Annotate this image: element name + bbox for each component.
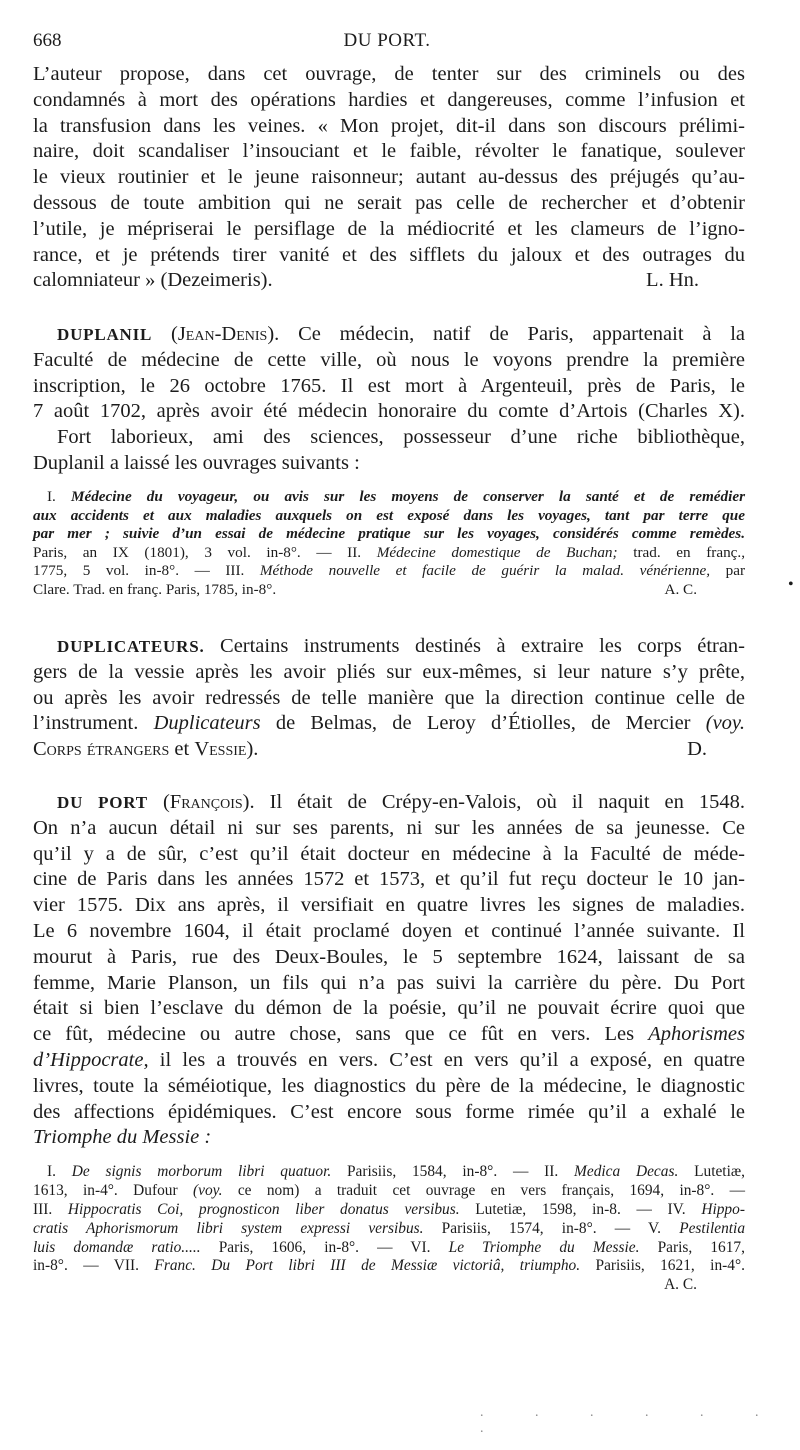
headword: DUPLANIL — [57, 325, 153, 344]
duplanil-works — [33, 488, 745, 600]
work-title: Pestilentia — [679, 1219, 746, 1237]
text-line: était si bien l’esclave du démon de la poésie, qu’il ne pouvait écrire quoi que — [33, 997, 745, 1020]
work-title: Méthode nouvelle et facile de guérir la malad. vénérienne, — [259, 562, 711, 580]
entry-duplicateurs — [33, 634, 745, 763]
text-line: des affections épidémiques. C’est encore sous forme rimée qu’il a exhalé le — [33, 1100, 745, 1123]
work-title: Franc. Du Port libri III de Messiæ victoriâ, triumpho. — [154, 1257, 581, 1275]
cross-reference: (voy. — [192, 1181, 223, 1199]
headword: DUPLICATEURS. — [57, 637, 205, 656]
text-line: On n’a aucun détail ni sur ses parents, ni sur les années de sa jeunesse. Ce — [33, 816, 745, 839]
text-line: dessous de toute ambition qui ne serait pas celle de rechercher et d’obtenir — [33, 191, 745, 214]
work-text: Parisiis, 1621, in-4°. — [595, 1257, 745, 1275]
text-line: l’utile, je mépriserai le persiflage de la médiocrité et les clameurs de l’igno- — [33, 217, 745, 240]
work-title: De signis morborum libri quatuor. — [71, 1163, 332, 1180]
italic-term: Aphorismes — [648, 1023, 745, 1046]
text-line: ou après les avoir redressés de telle manière que la direction continue celle de — [33, 686, 745, 709]
margin-dot: • — [788, 576, 794, 593]
forename: (Jean-Denis). — [171, 323, 280, 345]
text-fragment: il les a trouvés en vers. C’est en vers qu’il a exposé, en quatre — [159, 1048, 746, 1071]
work-text: Parisiis, 1584, in-8°. — II. — [347, 1163, 559, 1180]
works-line: aux accidents et aux maladies auxquels on est exposé dans les voyages, tant par terre que — [33, 506, 745, 524]
entry-first-line — [33, 322, 745, 348]
text-line: inscription, le 26 octobre 1765. Il est mort à Argenteuil, près de Paris, le — [33, 374, 745, 397]
cross-reference: Corps étrangers — [33, 738, 170, 761]
works-line — [33, 1201, 745, 1220]
works-line — [33, 1163, 745, 1182]
text-line — [33, 1048, 745, 1074]
works-line: par mer ; suivie d’un essai de médecine pratique sur les voyages, considérés comme remèdes. — [33, 525, 745, 543]
intro-paragraph — [33, 62, 745, 294]
entry-duplanil — [33, 322, 745, 477]
headword: DU PORT — [57, 793, 148, 812]
work-text: Clare. Trad. en franç. Paris, 1785, in-8°. — [33, 580, 277, 598]
work-text: Parisiis, 1574, in-8°. — V. — [441, 1219, 662, 1237]
text-line: Fort laborieux, ami des sciences, possesseur d’une riche bibliothèque, — [57, 426, 745, 449]
works-line — [33, 488, 745, 507]
work-text: trad. en franç., — [633, 543, 746, 561]
text-line: la transfusion dans les veines. « Mon projet, dit-il dans son discours prélimi- — [33, 114, 745, 137]
text-line: femme, Marie Planson, un fils qui n’a pas suivi la carrière du père. Du Port — [33, 971, 745, 994]
author-signature: A. C. — [664, 580, 697, 598]
text-fragment: ce fût, médecine ou autre chose, sans que ce fût en vers. Les — [33, 1023, 635, 1046]
text-line — [33, 737, 745, 763]
text-line: Triomphe du Messie : — [33, 1126, 212, 1149]
text-line: gers de la vessie après les avoir pliés sur eux-mêmes, si leur nature s’y prête, — [33, 660, 745, 683]
text-line: naire, doit scandaliser l’insouciant et le faible, révolter le fanatique, soulever — [33, 140, 745, 163]
text-line: le vieux routinier et le jeune raisonneur; autant au-dessus des préjugés qu’au- — [33, 166, 745, 189]
text-line: 7 août 1702, après avoir été médecin honoraire du comte d’Artois (Charles X). — [33, 400, 745, 423]
text-line — [33, 268, 745, 294]
text-line: mourut à Paris, rue des Deux-Boules, le 5 septembre 1624, laissant de sa — [33, 945, 745, 968]
author-signature: A. C. — [664, 1276, 697, 1294]
work-text: 1775, 5 vol. in-8°. — III. — [33, 562, 245, 580]
first-line-rest: Il était de Crépy-en-Valois, où il naquit en 1548. — [269, 791, 746, 813]
entry-duport — [33, 790, 745, 1151]
text-line: vier 1575. Dix ans après, il versifiait en quatre livres les signes de maladies. — [33, 894, 745, 917]
forename: (François). — [162, 791, 255, 813]
works-line — [33, 1276, 745, 1295]
work-title: luis domandæ ratio..... — [33, 1238, 201, 1256]
author-signature: D. — [687, 738, 707, 761]
italic-term: Duplicateurs — [153, 712, 261, 735]
running-title: DU PORT. — [343, 30, 431, 51]
text-fragment: l’instrument. — [33, 712, 139, 735]
first-line-rest: Ce médecin, natif de Paris, appartenait à la — [298, 323, 746, 345]
text-line: livres, toute la séméiotique, les diagnostics du père de la médecine, le diagnostic — [33, 1074, 745, 1097]
work-text: Paris, an IX (1801), 3 vol. in-8°. — II. — [33, 543, 362, 561]
work-text: III. — [33, 1200, 53, 1218]
italic-term: d’Hippocrate, — [33, 1048, 149, 1071]
work-title: Médecine domestique de Buchan; — [376, 543, 618, 561]
work-text: par — [725, 562, 746, 580]
text-line: Duplanil a laissé les ouvrages suivants : — [33, 451, 360, 474]
cross-reference: Vessie — [194, 738, 247, 761]
entry-first-line — [33, 634, 745, 660]
works-line — [33, 544, 745, 563]
works-line — [33, 1257, 745, 1276]
work-text: ce nom) a traduit cet ouvrage en vers français, 1694, in-8°. — — [237, 1181, 746, 1199]
work-number: I. — [47, 488, 56, 505]
text-fragment: de Belmas, de Leroy d’Étiolles, de Mercier — [275, 712, 691, 735]
text-line: cine de Paris dans les années 1572 et 1573, et qu’il fut reçu docteur le 10 jan- — [33, 868, 745, 891]
works-line — [33, 562, 745, 581]
text-fragment: ). — [246, 738, 259, 761]
work-title: Hippo- — [701, 1200, 745, 1218]
page-header — [33, 30, 741, 56]
work-title: cratis Aphorismorum libri system expressi versibus. — [33, 1219, 424, 1237]
author-signature: L. Hn. — [646, 269, 699, 292]
text-line: Le 6 novembre 1604, il était proclamé doyen et continué l’année suivante. Il — [33, 919, 745, 942]
work-text: Paris, 1606, in-8°. — VI. — [218, 1238, 431, 1256]
work-title: Hippocratis Coi, prognosticon liber donatus versibus. — [67, 1200, 460, 1218]
duport-works — [33, 1163, 745, 1295]
text-line — [33, 1022, 745, 1048]
work-number: I. — [47, 1163, 56, 1180]
bottom-dots: . . . . . . . — [480, 1405, 783, 1436]
works-line — [33, 1182, 745, 1201]
intro-last-text: calomniateur » (Dezeimeris). — [33, 269, 273, 292]
work-title: Le Triomphe du Messie. — [448, 1238, 640, 1256]
works-line — [33, 1220, 745, 1239]
entry-first-line — [33, 790, 745, 816]
works-line — [33, 581, 745, 600]
work-text: Lutetiæ, — [694, 1163, 745, 1180]
work-title: Medica Decas. — [574, 1163, 679, 1180]
work-title: Médecine du voyageur, ou avis sur les moyens de conserver la santé et de remédier — [70, 488, 745, 505]
first-line-rest: Certains instruments destinés à extraire les corps étran- — [220, 635, 746, 657]
cross-reference: (voy. — [705, 712, 746, 735]
works-line — [33, 1239, 745, 1258]
text-line — [33, 711, 745, 737]
text-fragment: et — [174, 738, 190, 761]
text-line: L’auteur propose, dans cet ouvrage, de tenter sur des criminels ou des — [33, 63, 745, 85]
work-text: in-8°. — VII. — [33, 1257, 139, 1275]
text-line: Faculté de médecine de cette ville, où nous le voyons prendre la première — [33, 348, 745, 371]
work-text: 1613, in-4°. Dufour — [33, 1181, 178, 1199]
work-text: Paris, 1617, — [657, 1238, 745, 1256]
text-line: condamnés à mort des opérations hardies et dangereuses, comme l’infusion et — [33, 88, 745, 111]
text-line: rance, et je prétends tirer vanité et des sifflets du jaloux et des outrages du — [33, 243, 745, 266]
page-number: 668 — [33, 30, 62, 51]
text-line: qu’il y a de sûr, c’est qu’il était docteur en médecine à la Faculté de méde- — [33, 842, 745, 865]
work-text: Lutetiæ, 1598, in-8. — IV. — [475, 1200, 686, 1218]
